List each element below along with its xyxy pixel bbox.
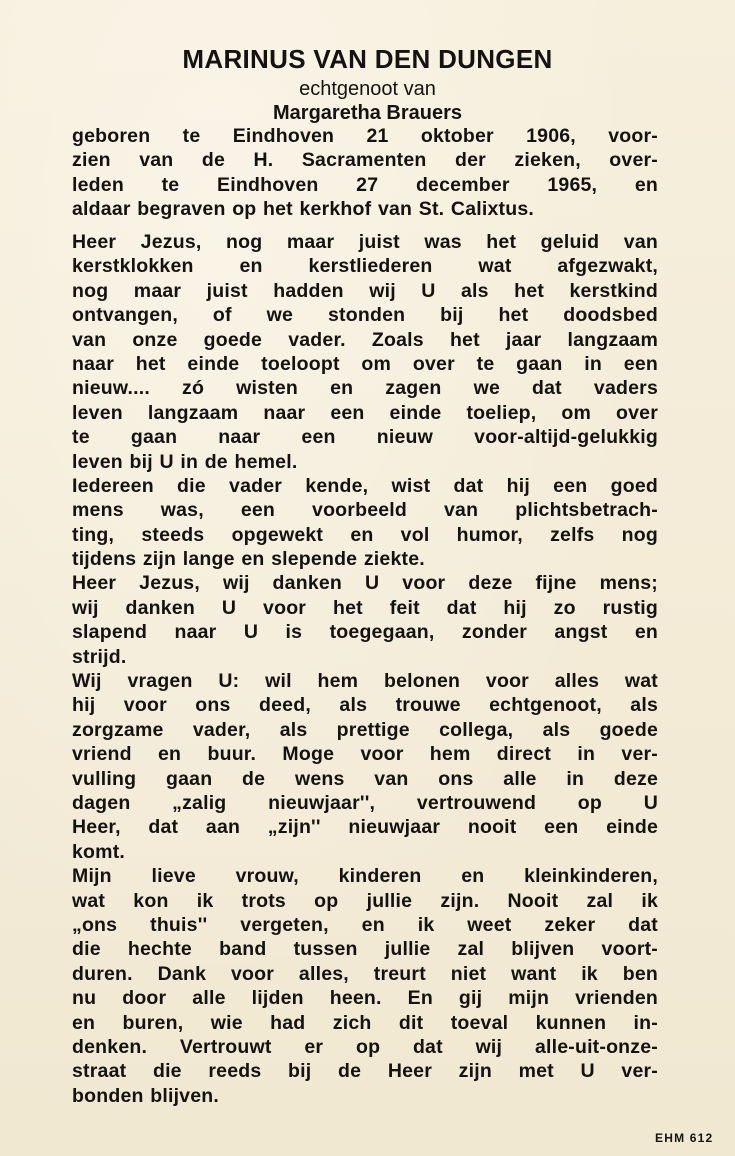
text-line: naar het einde toeloopt om over te gaan in een xyxy=(72,352,658,375)
text-line: ontvangen, of we stonden bij het doodsbed xyxy=(72,304,658,327)
text-line: wij danken U voor het feit dat hij zo rustig xyxy=(72,596,658,619)
text-line: aldaar begraven op het kerkhof van St. Calixtus. xyxy=(72,198,534,221)
text-line: nu door alle lijden heen. En gij mijn vrienden xyxy=(72,987,658,1010)
text-line: van onze goede vader. Zoals het jaar langzaam xyxy=(72,328,658,351)
text-line: zien van de H. Sacramenten der zieken, over- xyxy=(72,149,658,172)
text-line: dagen „zalig nieuwjaar'', vertrouwend op U xyxy=(72,791,658,814)
text-line: mens was, een voorbeeld van plichtsbetrach- xyxy=(72,499,658,522)
text-line: Heer Jezus, wij danken U voor deze fijne mens; xyxy=(72,572,658,595)
biography-paragraph xyxy=(72,124,658,222)
deceased-name: MARINUS VAN DEN DUNGEN xyxy=(182,44,553,74)
text-line: leven langzaam naar een einde toeliep, om over xyxy=(72,401,658,424)
text-line: te gaan naar een nieuw voor-altijd-gelukkig xyxy=(72,426,658,449)
text-line: Mijn lieve vrouw, kinderen en kleinkinderen, xyxy=(72,865,658,888)
text-line: ting, steeds opgewekt en vol humor, zelfs nog xyxy=(72,523,658,546)
spouse-prefix: echtgenoot van xyxy=(299,78,436,100)
text-line: denken. Vertrouwt er op dat wij alle-uit-onze- xyxy=(72,1035,658,1058)
text-line: zorgzame vader, als prettige collega, als goede xyxy=(72,718,658,741)
text-line: hij voor ons deed, als trouwe echtgenoot, als xyxy=(72,694,658,717)
text-line: „ons thuis'' vergeten, en ik weet zeker dat xyxy=(72,913,658,936)
text-line: slapend naar U is toegegaan, zonder angst en xyxy=(72,621,658,644)
text-line: vriend en buur. Moge voor hem direct in ver- xyxy=(72,743,658,766)
text-line: duren. Dank voor alles, treurt niet want ik ben xyxy=(72,962,658,985)
printer-code: EHM 612 xyxy=(655,1131,714,1145)
text-line: Heer Jezus, nog maar juist was het geluid van xyxy=(72,231,658,253)
text-line: Wij vragen U: wil hem belonen voor alles wat xyxy=(72,670,658,693)
text-line: leden te Eindhoven 27 december 1965, en xyxy=(72,173,658,196)
text-line: tijdens zijn lange en slepende ziekte. xyxy=(72,548,425,571)
text-line: die hechte band tussen jullie zal blijven voort- xyxy=(72,938,658,961)
text-line: Heer, dat aan „zijn'' nieuwjaar nooit een einde xyxy=(72,816,658,839)
text-line: nog maar juist hadden wij U als het kerstkind xyxy=(72,279,658,302)
text-line: wat kon ik trots op jullie zijn. Nooit zal ik xyxy=(72,889,658,912)
prayer-text xyxy=(72,230,658,1108)
text-line: strijd. xyxy=(72,645,127,668)
text-line: geboren te Eindhoven 21 oktober 1906, voor- xyxy=(72,125,658,147)
text-line: vulling gaan de wens van ons alle in deze xyxy=(72,767,658,790)
text-line: leven bij U in de hemel. xyxy=(72,450,298,473)
text-line: straat die reeds bij de Heer zijn met U ver- xyxy=(72,1060,658,1083)
text-line: bonden blijven. xyxy=(72,1084,220,1107)
text-line: en buren, wie had zich dit toeval kunnen in- xyxy=(72,1011,658,1034)
text-line: komt. xyxy=(72,840,126,863)
text-line: kerstklokken en kerstliederen wat afgezwakt, xyxy=(72,255,658,278)
spouse-name: Margaretha Brauers xyxy=(273,102,462,124)
text-line: nieuw.... zó wisten en zagen we dat vaders xyxy=(72,377,658,400)
text-line: Iedereen die vader kende, wist dat hij een goed xyxy=(72,474,658,497)
